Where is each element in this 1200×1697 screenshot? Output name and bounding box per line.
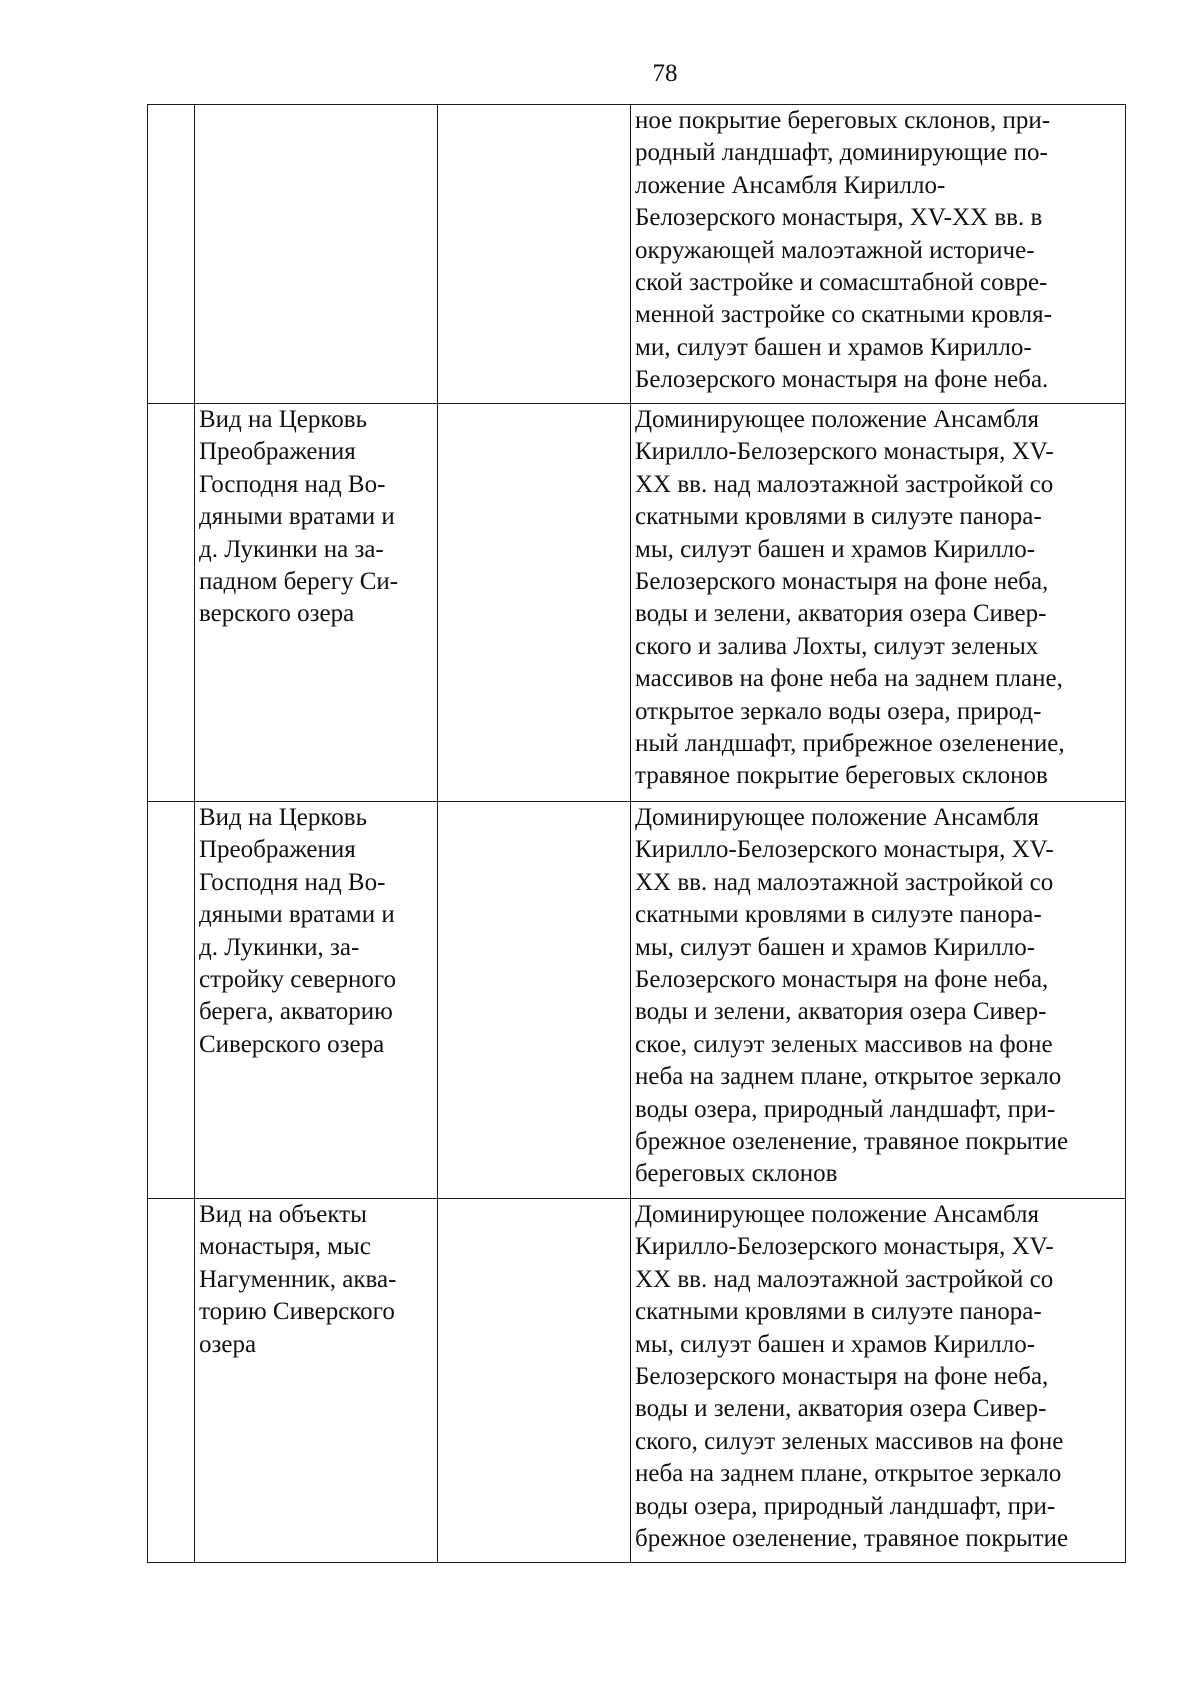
table-row	[148, 1199, 1126, 1563]
table-row	[148, 802, 1126, 1199]
row-number-cell	[148, 1199, 195, 1563]
view-name-cell: Вид на объекты монастыря, мыс Нагуменник, аква- торию Сиверского озера	[195, 1199, 438, 1563]
page-number: 78	[652, 60, 678, 87]
table-row	[148, 404, 1126, 802]
row-number-cell	[148, 404, 195, 802]
row-number-cell	[148, 802, 195, 1199]
description-cell: Доминирующее положение Ансамбля Кирилло-Белозерского монастыря, XV- XX вв. над малоэтажной застройкой со скатными кровлями в силуэте панора- мы, силуэт башен и храмов Кирилло- Белозерского монастыря на фоне неба, воды и зелени, акватория озера Сивер- ского, силуэт зеленых массивов на фоне неба на заднем плане, открытое зеркало воды озера, природный ландшафт, при- брежное озеленение, травяное покрытие	[631, 1199, 1126, 1563]
extra-cell	[438, 404, 631, 802]
view-name-cell: Вид на Церковь Преображения Господня над Во- дяными вратами и д. Лукинки, за- стройку северного берега, акваторию Сиверского озера	[195, 802, 438, 1199]
description-cell: Доминирующее положение Ансамбля Кирилло-Белозерского монастыря, XV- XX вв. над малоэтажной застройкой со скатными кровлями в силуэте панора- мы, силуэт башен и храмов Кирилло- Белозерского монастыря на фоне неба, воды и зелени, акватория озера Сивер- ское, силуэт зеленых массивов на фоне неба на заднем плане, открытое зеркало воды озера, природный ландшафт, при- брежное озеленение, травяное покрытие береговых склонов	[631, 802, 1126, 1199]
description-cell: Доминирующее положение Ансамбля Кирилло-Белозерского монастыря, XV- XX вв. над малоэтажной застройкой со скатными кровлями в силуэте панора- мы, силуэт башен и храмов Кирилло- Белозерского монастыря на фоне неба, воды и зелени, акватория озера Сивер- ского и залива Лохты, силуэт зеленых массивов на фоне неба на заднем плане, открытое зеркало воды озера, природ- ный ландшафт, прибрежное озеленение, травяное покрытие береговых склонов	[631, 404, 1126, 802]
extra-cell	[438, 1199, 631, 1563]
views-table	[147, 104, 1126, 1563]
view-name-cell: Вид на Церковь Преображения Господня над Во- дяными вратами и д. Лукинки на за- падном берегу Си- верского озера	[195, 404, 438, 802]
description-cell: ное покрытие береговых склонов, при- родный ландшафт, доминирующие по- ложение Ансамбля Кирилло- Белозерского монастыря, XV-XX вв. в окружающей малоэтажной историче- ской застройке и сомасштабной совре- менной застройке со скатными кровля- ми, силуэт башен и храмов Кирилло- Белозерского монастыря на фоне неба.	[631, 105, 1126, 404]
extra-cell	[438, 802, 631, 1199]
table-row	[148, 105, 1126, 404]
view-name-cell	[195, 105, 438, 404]
extra-cell	[438, 105, 631, 404]
row-number-cell	[148, 105, 195, 404]
